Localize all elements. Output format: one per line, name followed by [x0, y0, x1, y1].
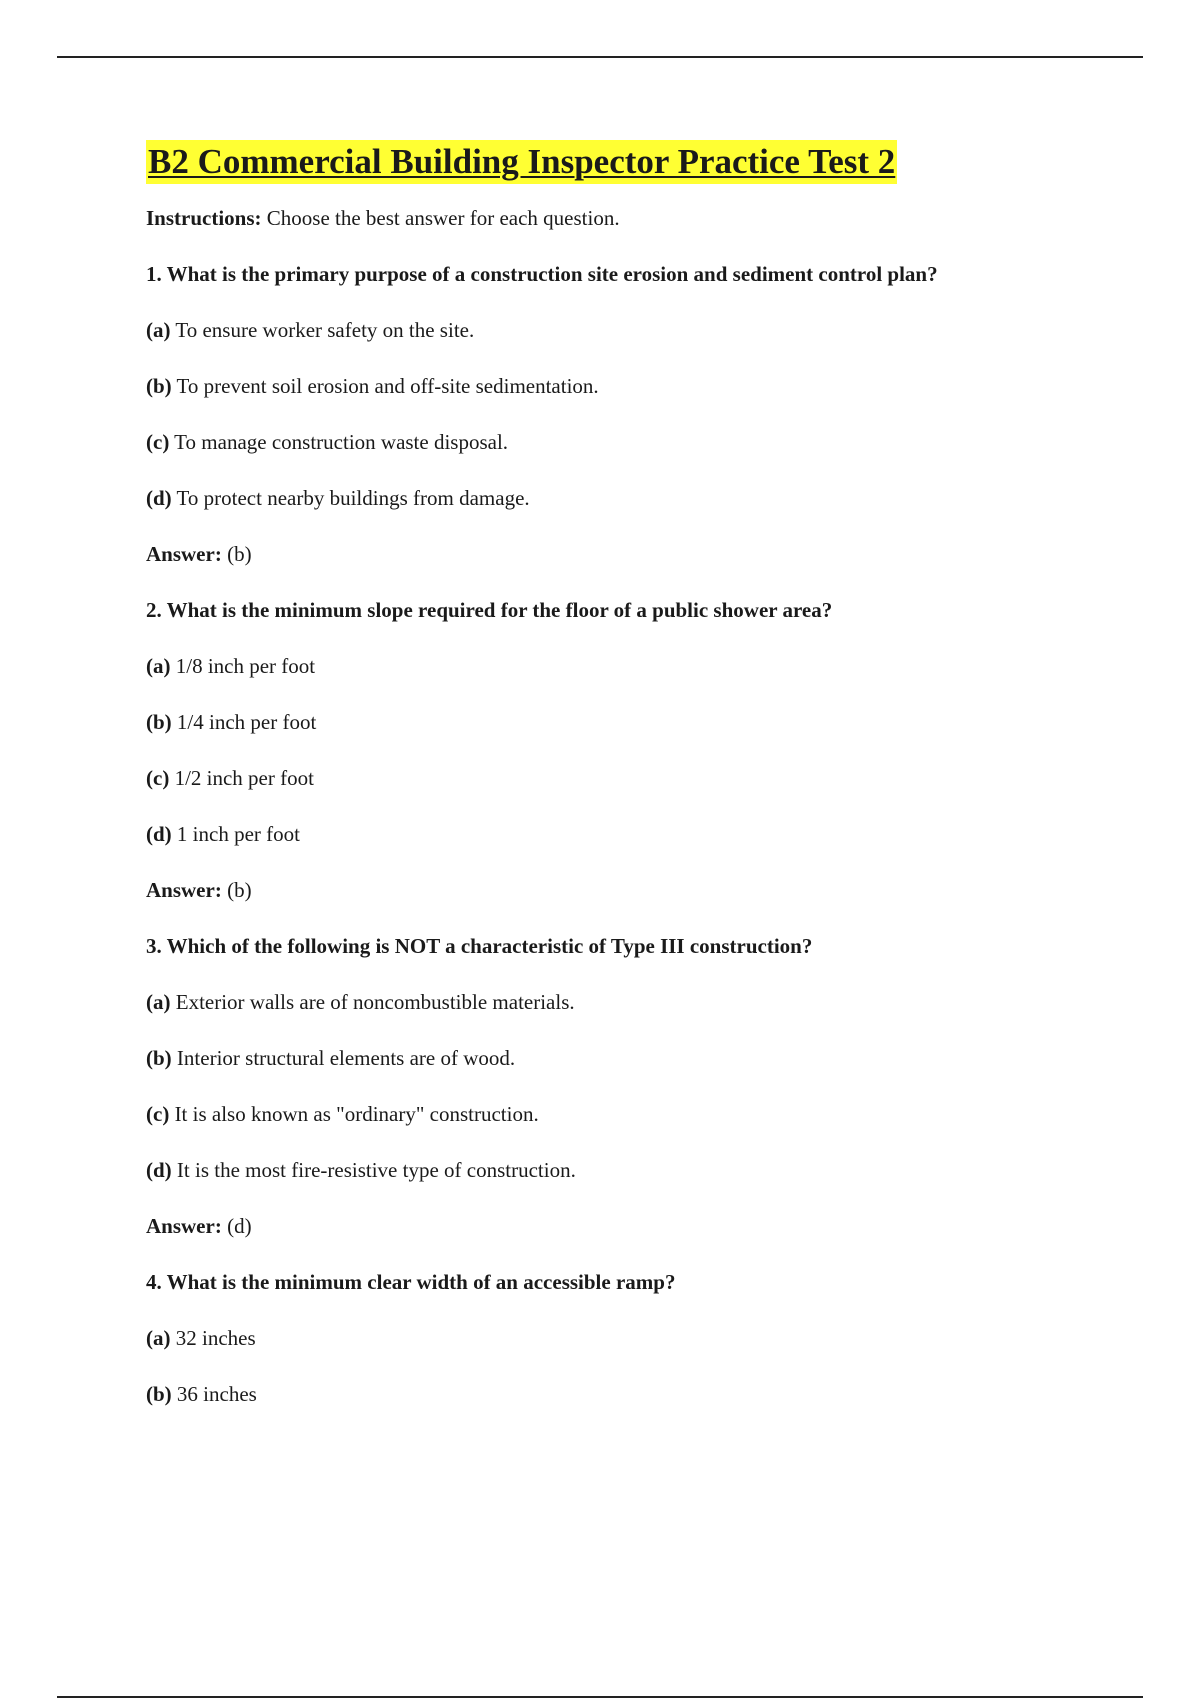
option-text: It is also known as "ordinary" construction. [169, 1102, 539, 1126]
option-letter: (d) [146, 822, 172, 846]
option-c [146, 764, 1106, 792]
option-a [146, 1324, 1106, 1352]
option-letter: (b) [146, 710, 172, 734]
question-4 [146, 1268, 1106, 1408]
option-a [146, 316, 1106, 344]
option-text: It is the most fire-resistive type of construction. [171, 1158, 576, 1182]
answer-label: Answer: [146, 542, 222, 566]
option-text: To prevent soil erosion and off-site sedimentation. [171, 374, 599, 398]
answer-label: Answer: [146, 1214, 222, 1238]
instructions [146, 204, 1106, 232]
answer-value: (d) [221, 1214, 252, 1238]
question-text: 2. What is the minimum slope required for the floor of a public shower area? [146, 598, 833, 622]
answer [146, 1212, 1106, 1240]
option-a [146, 988, 1106, 1016]
option-letter: (c) [146, 1102, 170, 1126]
option-letter: (b) [146, 1046, 172, 1070]
option-text: 1 inch per foot [171, 822, 300, 846]
option-letter: (a) [146, 1326, 171, 1350]
top-rule [57, 56, 1143, 58]
question-text: 3. Which of the following is NOT a characteristic of Type III construction? [146, 934, 813, 958]
option-letter: (a) [146, 990, 171, 1014]
page-title: B2 Commercial Building Inspector Practice Test 2 [146, 140, 897, 184]
answer [146, 540, 1106, 568]
option-letter: (c) [146, 766, 170, 790]
option-text: Exterior walls are of noncombustible materials. [170, 990, 575, 1014]
option-letter: (b) [146, 1382, 172, 1406]
option-text: To protect nearby buildings from damage. [171, 486, 530, 510]
option-text: 1/8 inch per foot [170, 654, 316, 678]
option-b [146, 708, 1106, 736]
option-c [146, 428, 1106, 456]
option-letter: (c) [146, 430, 170, 454]
option-b [146, 372, 1106, 400]
question-text: 1. What is the primary purpose of a construction site erosion and sediment control plan? [146, 262, 938, 286]
answer-label: Answer: [146, 878, 222, 902]
question-2 [146, 596, 1106, 904]
answer [146, 876, 1106, 904]
answer-value: (b) [221, 542, 252, 566]
option-b [146, 1380, 1106, 1408]
option-d [146, 484, 1106, 512]
answer-value: (b) [221, 878, 252, 902]
option-letter: (a) [146, 318, 171, 342]
bottom-rule [57, 1696, 1143, 1698]
option-letter: (b) [146, 374, 172, 398]
option-text: To manage construction waste disposal. [169, 430, 509, 454]
question-3 [146, 932, 1106, 1240]
question-text: 4. What is the minimum clear width of an accessible ramp? [146, 1270, 676, 1294]
document-body [146, 140, 1106, 1408]
option-d [146, 1156, 1106, 1184]
option-text: Interior structural elements are of wood. [171, 1046, 516, 1070]
instructions-text: Choose the best answer for each question. [261, 206, 620, 230]
option-c [146, 1100, 1106, 1128]
instructions-label: Instructions: [146, 206, 262, 230]
option-b [146, 1044, 1106, 1072]
option-text: 1/4 inch per foot [171, 710, 317, 734]
option-text: To ensure worker safety on the site. [170, 318, 475, 342]
option-letter: (d) [146, 1158, 172, 1182]
option-d [146, 820, 1106, 848]
option-text: 36 inches [171, 1382, 257, 1406]
option-text: 1/2 inch per foot [169, 766, 314, 790]
option-a [146, 652, 1106, 680]
question-1 [146, 260, 1106, 568]
option-letter: (d) [146, 486, 172, 510]
option-letter: (a) [146, 654, 171, 678]
option-text: 32 inches [170, 1326, 256, 1350]
